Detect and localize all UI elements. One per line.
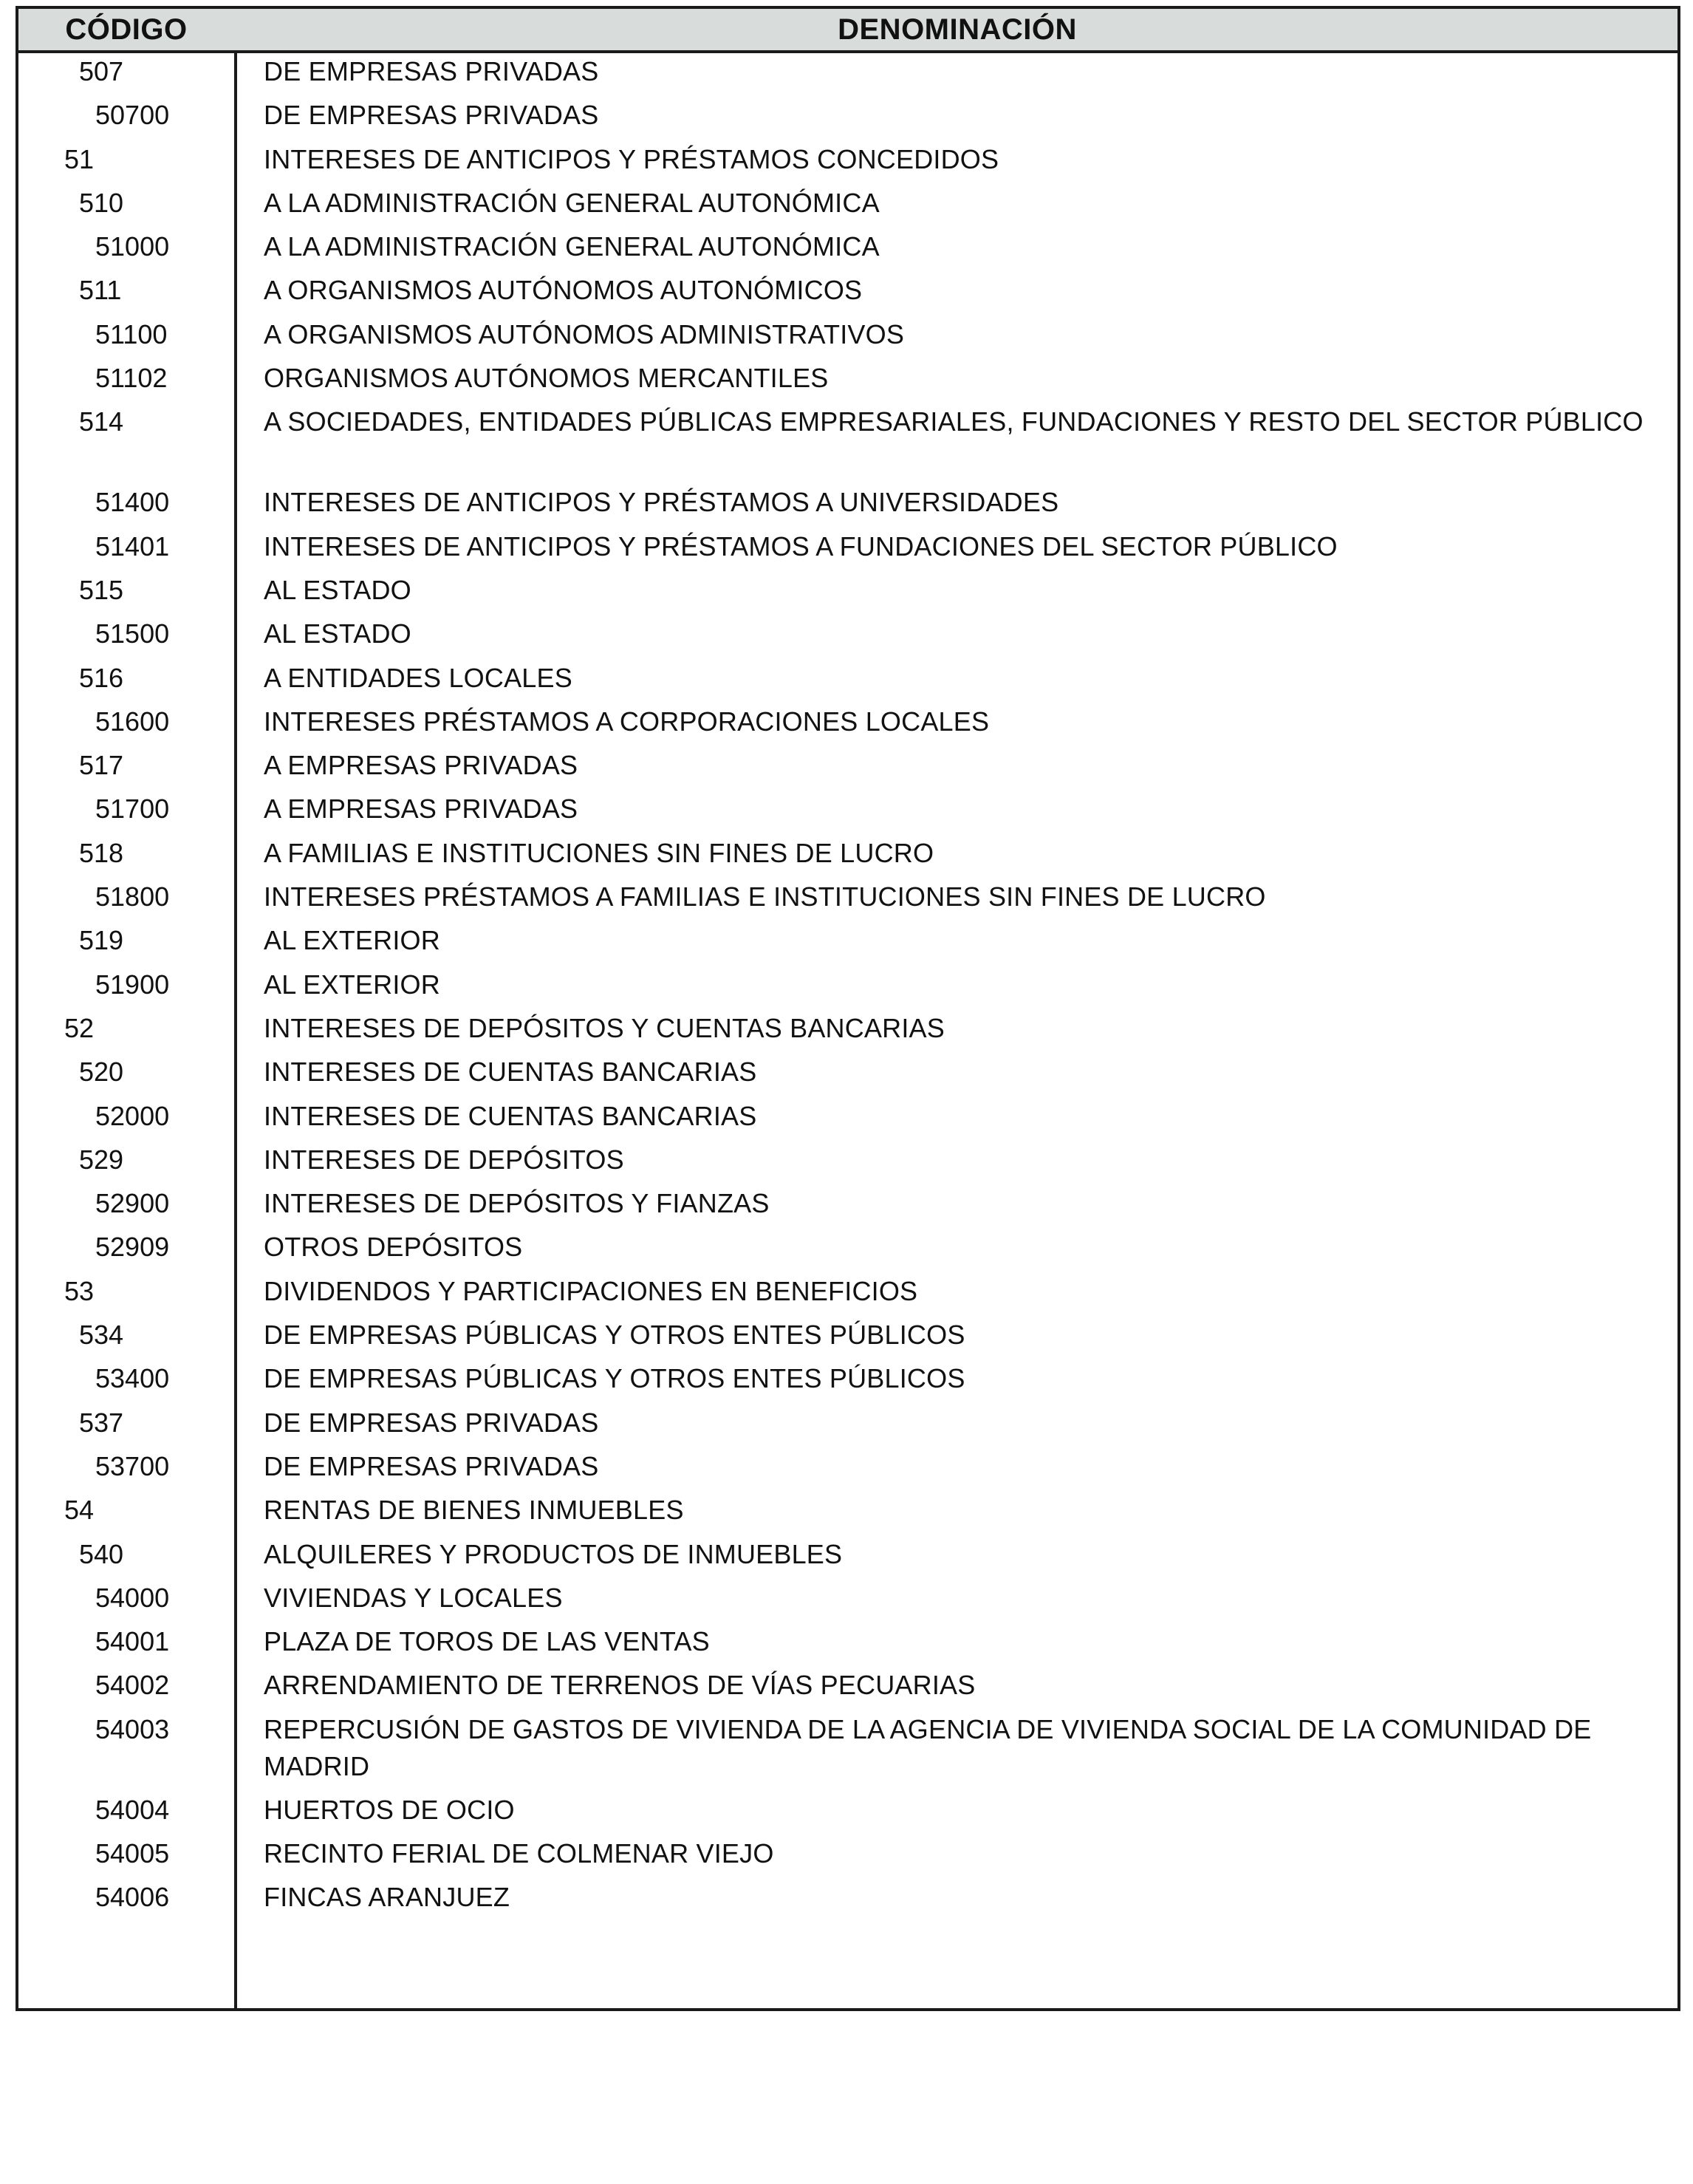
row-denomination: PLAZA DE TOROS DE LAS VENTAS (264, 1626, 710, 1657)
row-code: 53 (64, 1275, 95, 1306)
row-denomination: INTERESES DE DEPÓSITOS Y FIANZAS (264, 1188, 770, 1219)
table-row (18, 1054, 1677, 1097)
row-code: 515 (79, 574, 124, 605)
row-denomination: A ORGANISMOS AUTÓNOMOS AUTONÓMICOS (264, 275, 863, 306)
table-row (18, 1492, 1677, 1535)
row-denomination: ALQUILERES Y PRODUCTOS DE INMUEBLES (264, 1538, 843, 1569)
row-code: 534 (79, 1320, 124, 1351)
table-row (18, 1792, 1677, 1835)
row-denomination: DE EMPRESAS PRIVADAS (264, 1407, 599, 1438)
table-body (18, 53, 1677, 1923)
table-row (18, 922, 1677, 966)
row-code: 51401 (95, 530, 170, 562)
table-row (18, 615, 1677, 659)
row-code: 54001 (95, 1626, 170, 1657)
row-denomination: OTROS DEPÓSITOS (264, 1232, 523, 1263)
row-code: 53700 (95, 1450, 170, 1481)
row-denomination: AL ESTADO (264, 574, 411, 605)
row-code: 507 (79, 56, 124, 86)
row-denomination: RENTAS DE BIENES INMUEBLES (264, 1495, 684, 1526)
row-denomination: HUERTOS DE OCIO (264, 1794, 515, 1825)
row-denomination: DE EMPRESAS PÚBLICAS Y OTROS ENTES PÚBLICOS (264, 1320, 965, 1351)
table-row (18, 53, 1677, 97)
row-code: 54003 (95, 1713, 170, 1744)
row-denomination: A LA ADMINISTRACIÓN GENERAL AUTONÓMICA (264, 187, 880, 218)
table-row (18, 141, 1677, 185)
table-row (18, 966, 1677, 1010)
table-row (18, 1273, 1677, 1317)
row-code: 54002 (95, 1670, 170, 1701)
table-row (18, 1667, 1677, 1710)
header-code: CÓDIGO (65, 13, 188, 46)
row-denomination: INTERESES DE CUENTAS BANCARIAS (264, 1100, 757, 1131)
table-row (18, 360, 1677, 403)
row-code: 537 (79, 1407, 124, 1438)
row-denomination: DE EMPRESAS PRIVADAS (264, 1450, 599, 1481)
row-denomination: INTERESES PRÉSTAMOS A FAMILIAS E INSTITUCIONES SIN FINES DE LUCRO (264, 881, 1266, 912)
table-row (18, 572, 1677, 615)
table-row (18, 403, 1677, 484)
row-denomination: INTERESES DE ANTICIPOS Y PRÉSTAMOS A FUNDACIONES DEL SECTOR PÚBLICO (264, 530, 1338, 562)
table-header (18, 9, 1677, 53)
table-row (18, 1142, 1677, 1185)
table-row (18, 97, 1677, 140)
table-row (18, 1536, 1677, 1580)
table-row (18, 1580, 1677, 1623)
row-denomination: DIVIDENDOS Y PARTICIPACIONES EN BENEFICIOS (264, 1275, 918, 1306)
table-row (18, 1711, 1677, 1792)
row-denomination: DE EMPRESAS PRIVADAS (264, 56, 599, 86)
row-denomination: A ORGANISMOS AUTÓNOMOS ADMINISTRATIVOS (264, 318, 905, 349)
row-denomination: A SOCIEDADES, ENTIDADES PÚBLICAS EMPRESARIALES, FUNDACIONES Y RESTO DEL SECTOR PÚBLICO (264, 406, 1644, 437)
table-row (18, 1405, 1677, 1448)
row-code: 529 (79, 1144, 124, 1175)
row-code: 54006 (95, 1882, 170, 1913)
row-code: 54004 (95, 1794, 170, 1825)
row-denomination: VIVIENDAS Y LOCALES (264, 1582, 563, 1613)
row-code: 51900 (95, 969, 170, 1000)
row-denomination: RECINTO FERIAL DE COLMENAR VIEJO (264, 1837, 774, 1869)
row-code: 51600 (95, 706, 170, 737)
row-code: 51 (64, 143, 95, 174)
header-denomination: DENOMINACIÓN (838, 13, 1077, 46)
row-denomination: AL EXTERIOR (264, 925, 440, 956)
table-row (18, 878, 1677, 922)
row-code: 51800 (95, 881, 170, 912)
row-denomination: INTERESES DE CUENTAS BANCARIAS (264, 1057, 757, 1088)
table-row (18, 1098, 1677, 1142)
row-denomination: DE EMPRESAS PÚBLICAS Y OTROS ENTES PÚBLICOS (264, 1363, 965, 1394)
table-row (18, 1010, 1677, 1054)
table-row (18, 1185, 1677, 1229)
row-code: 51400 (95, 487, 170, 518)
table-row (18, 484, 1677, 528)
row-denomination: REPERCUSIÓN DE GASTOS DE VIVIENDA DE LA AGENCIA DE VIVIENDA SOCIAL DE LA COMUNIDAD DE MADRID (264, 1713, 1592, 1781)
row-denomination: INTERESES DE DEPÓSITOS (264, 1144, 624, 1175)
row-code: 510 (79, 187, 124, 218)
row-code: 54 (64, 1495, 95, 1526)
row-code: 52900 (95, 1188, 170, 1219)
row-denomination: A ENTIDADES LOCALES (264, 662, 572, 693)
row-code: 517 (79, 750, 124, 781)
row-code: 518 (79, 837, 124, 868)
row-code: 52000 (95, 1100, 170, 1131)
row-code: 511 (79, 275, 122, 306)
row-code: 53400 (95, 1363, 170, 1394)
row-denomination: INTERESES DE ANTICIPOS Y PRÉSTAMOS A UNIVERSIDADES (264, 487, 1059, 518)
row-denomination: INTERESES DE DEPÓSITOS Y CUENTAS BANCARIAS (264, 1012, 945, 1043)
row-denomination: ARRENDAMIENTO DE TERRENOS DE VÍAS PECUARIAS (264, 1670, 976, 1701)
row-code: 50700 (95, 100, 170, 131)
row-code: 54000 (95, 1582, 170, 1613)
row-denomination: A FAMILIAS E INSTITUCIONES SIN FINES DE LUCRO (264, 837, 934, 868)
table-row (18, 1835, 1677, 1879)
table-row (18, 316, 1677, 360)
table-row (18, 835, 1677, 878)
row-denomination: INTERESES PRÉSTAMOS A CORPORACIONES LOCALES (264, 706, 990, 737)
table-row (18, 228, 1677, 272)
table-row (18, 1448, 1677, 1492)
row-code: 51000 (95, 231, 170, 262)
table-row (18, 703, 1677, 747)
row-code: 51500 (95, 618, 170, 649)
row-code: 52909 (95, 1232, 170, 1263)
row-denomination: AL ESTADO (264, 618, 411, 649)
budget-code-table (16, 6, 1680, 2011)
table-row (18, 272, 1677, 315)
row-code: 540 (79, 1538, 124, 1569)
row-code: 51102 (95, 363, 168, 394)
table-row (18, 747, 1677, 791)
table-row (18, 1879, 1677, 1922)
table-row (18, 528, 1677, 572)
row-code: 520 (79, 1057, 124, 1088)
row-denomination: AL EXTERIOR (264, 969, 440, 1000)
table-row (18, 791, 1677, 834)
row-code: 54005 (95, 1837, 170, 1869)
table-row (18, 1360, 1677, 1404)
row-code: 51700 (95, 794, 170, 825)
row-denomination: DE EMPRESAS PRIVADAS (264, 100, 599, 131)
row-code: 516 (79, 662, 124, 693)
row-code: 514 (79, 406, 124, 437)
row-denomination: A EMPRESAS PRIVADAS (264, 750, 578, 781)
row-code: 52 (64, 1012, 95, 1043)
table-row (18, 185, 1677, 228)
row-denomination: A EMPRESAS PRIVADAS (264, 794, 578, 825)
row-denomination: A LA ADMINISTRACIÓN GENERAL AUTONÓMICA (264, 231, 880, 262)
table-row (18, 1317, 1677, 1360)
row-code: 519 (79, 925, 124, 956)
row-denomination: INTERESES DE ANTICIPOS Y PRÉSTAMOS CONCEDIDOS (264, 143, 999, 174)
row-denomination: FINCAS ARANJUEZ (264, 1882, 510, 1913)
table-row (18, 660, 1677, 703)
table-row (18, 1229, 1677, 1272)
table-row (18, 1623, 1677, 1667)
row-denomination: ORGANISMOS AUTÓNOMOS MERCANTILES (264, 363, 829, 394)
row-code: 51100 (95, 318, 168, 349)
